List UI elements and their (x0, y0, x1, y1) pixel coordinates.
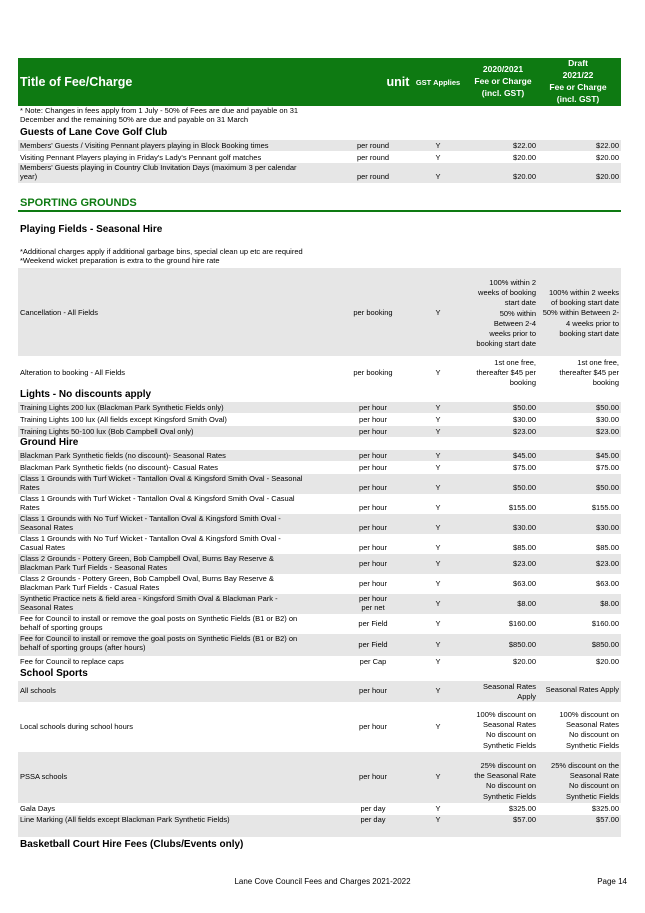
header-gst: GST Applies (415, 78, 461, 87)
table-row: All schools per hour Y Seasonal Rates Apply Seasonal Rates Apply (20, 682, 619, 701)
table-row: Alteration to booking - All Fields per booking Y 1st one free, thereafter $45 per booking 1st one free, thereafter $45 per booking (20, 358, 619, 388)
table-row: Gala Days per day Y $325.00 $325.00 (20, 804, 619, 813)
table-row: Cancellation - All Fields per booking Y 100% within 2 weeks of booking start date 50% within Between 2-4 weeks prior to booking start date 100% within 2 weeks of booking start date 50% within Between 2- 4 weeks prior to booking start date (18, 268, 621, 356)
table-row: Training Lights 200 lux (Blackman Park Synthetic Fields only) per hour Y $50.00 $50.00 (20, 402, 619, 412)
page-number: Page 14 (597, 877, 627, 886)
table-row: Fee for Council to replace caps per Cap Y $20.00 $20.00 (20, 657, 619, 666)
header-title: Title of Fee/Charge (20, 75, 133, 89)
table-row: Members' Guests / Visiting Pennant players playing in Block Booking times per round Y $22.00 $22.00 (20, 140, 619, 150)
school-sports-heading: School Sports (20, 668, 88, 679)
table-row: Blackman Park Synthetic fields (no discount)- Casual Rates per hour Y $75.00 $75.00 (20, 462, 619, 472)
basketball-heading: Basketball Court Hire Fees (Clubs/Events only) (20, 839, 244, 850)
table-row: PSSA schools per hour Y 25% discount on the Seasonal Rate No discount on Synthetic Fields 25% discount on the Seasonal Rate No discount on Synthetic Fields (18, 752, 621, 803)
table-row: Blackman Park Synthetic fields (no discount)- Seasonal Rates per hour Y $45.00 $45.00 (20, 450, 619, 460)
playing-fields-heading: Playing Fields - Seasonal Hire (20, 224, 163, 235)
table-row: Class 1 Grounds with Turf Wicket - Tantallon Oval & Kingsford Smith Oval - Casual Rates per hour Y $155.00 $155.00 (20, 494, 619, 512)
table-header (18, 58, 621, 106)
table-row: Class 1 Grounds with Turf Wicket - Tantallon Oval & Kingsford Smith Oval - Seasonal Rates per hour Y $50.00 $50.00 (20, 474, 619, 492)
section-divider (18, 210, 621, 212)
playing-fields-notes: *Additional charges apply if additional garbage bins, special clean up etc are required *Weekend wicket preparation is extra to the ground hire rate (20, 247, 303, 265)
header-unit: unit (386, 75, 410, 89)
header-fee-2021-draft: Draft 2021/22 Fee or Charge (incl. GST) (549, 58, 607, 104)
table-row: Line Marking (All fields except Blackman Park Synthetic Fields) per day Y $57.00 $57.00 (18, 815, 621, 837)
ground-hire-heading: Ground Hire (20, 437, 79, 448)
golf-heading: Guests of Lane Cove Golf Club (20, 127, 168, 138)
table-row: Visiting Pennant Players playing in Friday's Lady's Pennant golf matches per round Y $20.00 $20.00 (20, 152, 619, 162)
table-row: Fee for Council to install or remove the goal posts on Synthetic Fields (B1 or B2) on behalf of sporting groups (after hours) per Field Y $850.00 $850.00 (18, 634, 621, 656)
table-row: Class 2 Grounds - Pottery Green, Bob Campbell Oval, Burns Bay Reserve & Blackman Park Turf Fields - Casual Rates per hour Y $63.00 $63.00 (20, 574, 619, 592)
table-row: Local schools during school hours per hour Y 100% discount on Seasonal Rates No discount on Synthetic Fields 100% discount on Seasonal Rates No discount on Synthetic Fields (20, 710, 619, 750)
section-title-sporting-grounds: SPORTING GROUNDS (20, 197, 137, 209)
table-row: Class 1 Grounds with No Turf Wicket - Tantallon Oval & Kingsford Smith Oval - Seasonal Rates per hour Y $30.00 $30.00 (20, 514, 619, 532)
footer-title: Lane Cove Council Fees and Charges 2021-2022 (234, 877, 411, 886)
table-row: Training Lights 100 lux (All fields except Kingsford Smith Oval) per hour Y $30.00 $30.00 (20, 414, 619, 424)
table-row: Training Lights 50-100 lux (Bob Campbell Oval only) per hour Y $23.00 $23.00 (20, 426, 619, 436)
table-row: Members' Guests playing in Country Club Invitation Days (maximum 3 per calendar year) per round Y $20.00 $20.00 (20, 163, 619, 181)
header-fee-2020: 2020/2021 Fee or Charge (incl. GST) (474, 64, 532, 98)
table-row: Fee for Council to install or remove the goal posts on Synthetic Fields (B1 or B2) on behalf of sporting groups per Field Y $160.00 $160.00 (20, 614, 619, 632)
table-row: Class 1 Grounds with No Turf Wicket - Tantallon Oval & Kingsford Smith Oval - Casual Rates per hour Y $85.00 $85.00 (20, 534, 619, 552)
table-row: Synthetic Practice nets & field area - Kingsford Smith Oval & Blackman Park - Seasonal Rates per hour per net Y $8.00 $8.00 (18, 594, 621, 614)
fee-note: * Note: Changes in fees apply from 1 July - 50% of Fees are due and payable on 31 December and the remaining 50% are due and payable on 31 March (20, 106, 299, 124)
table-row: Class 2 Grounds - Pottery Green, Bob Campbell Oval, Burns Bay Reserve & Blackman Park Turf Fields - Seasonal Rates per hour Y $23.00 $23.00 (18, 554, 621, 574)
lights-heading: Lights - No discounts apply (20, 389, 152, 400)
